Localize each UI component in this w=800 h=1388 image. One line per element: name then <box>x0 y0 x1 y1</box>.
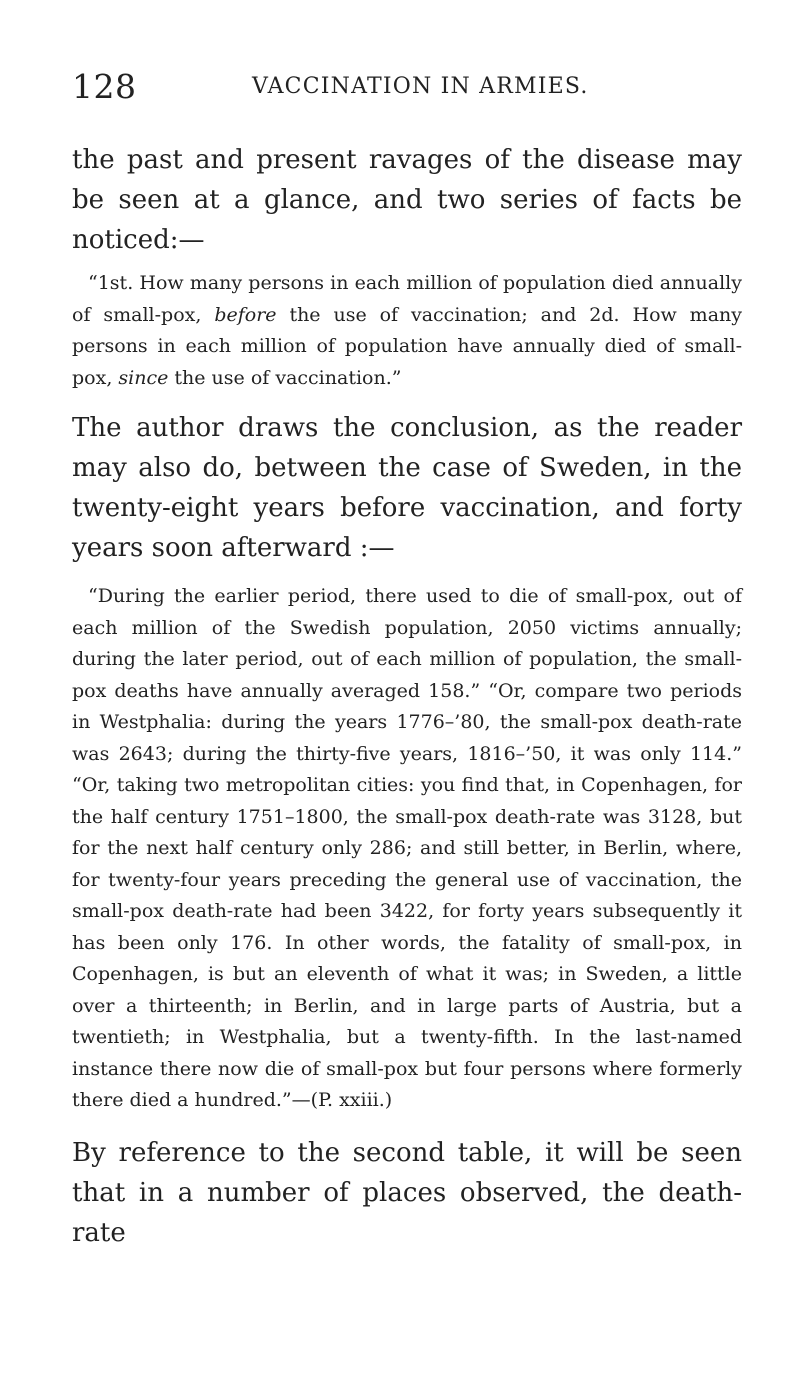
running-title: VACCINATION IN ARMIES. <box>252 74 589 99</box>
book-page <box>72 67 742 1253</box>
quote-text-2: the use of vaccination; and 2d. How many persons in each million of population have annually died of small-pox, <box>72 303 742 389</box>
quote-death-rates: “During the earlier period, there used to die of small-pox, out of each million of the Swedish population, 2050 victims annually; during the later period, out of each million of population, the small-pox deaths have annually averaged 158.” “Or, compare two periods in Westphalia: during the years 1776–’80, the small-pox death-rate was 2643; during the thirty-five years, 1816–’50, it was only 114.” “Or, taking two metropolitan cities: you find that, in Copenhagen, for the half century 1751–1800, the small-pox death-rate was 3128, but for the next half century only 286; and still better, in Berlin, where, for twenty-four years preceding the general use of vaccination, the small-pox death-rate had been 3422, for forty years subsequently it has been only 176. In other words, the fatality of small-pox, in Copenhagen, is but an eleventh of what it was; in Sweden, a little over a thirteenth; in Berlin, and in large parts of Austria, but a twentieth; in Westphalia, but a twenty-fifth. In the last-named instance there now die of small-pox but four persons where formerly there died a hundred.”—(P. xxiii.) <box>72 585 742 1111</box>
page-header <box>72 67 742 118</box>
quote-text-1: “1st. How many persons in each million of population died annually of small-pox, <box>72 272 742 326</box>
quote-text-3: the use of vaccination.” <box>168 366 402 389</box>
paragraph-author-conclusion: The author draws the conclusion, as the reader may also do, between the case of Sweden, in the twenty-eight years before vaccination, and forty years soon afterward :— <box>72 413 742 563</box>
emphasis-since: since <box>118 366 169 389</box>
page-number: 128 <box>72 67 137 106</box>
paragraph-second-table: By reference to the second table, it will be seen that in a number of places observed, the death-rate <box>72 1137 742 1248</box>
quote-series-of-facts <box>72 268 742 394</box>
emphasis-before: before <box>214 303 277 326</box>
paragraph-intro: the past and present ravages of the disease may be seen at a glance, and two series of facts be noticed:— <box>72 145 742 255</box>
